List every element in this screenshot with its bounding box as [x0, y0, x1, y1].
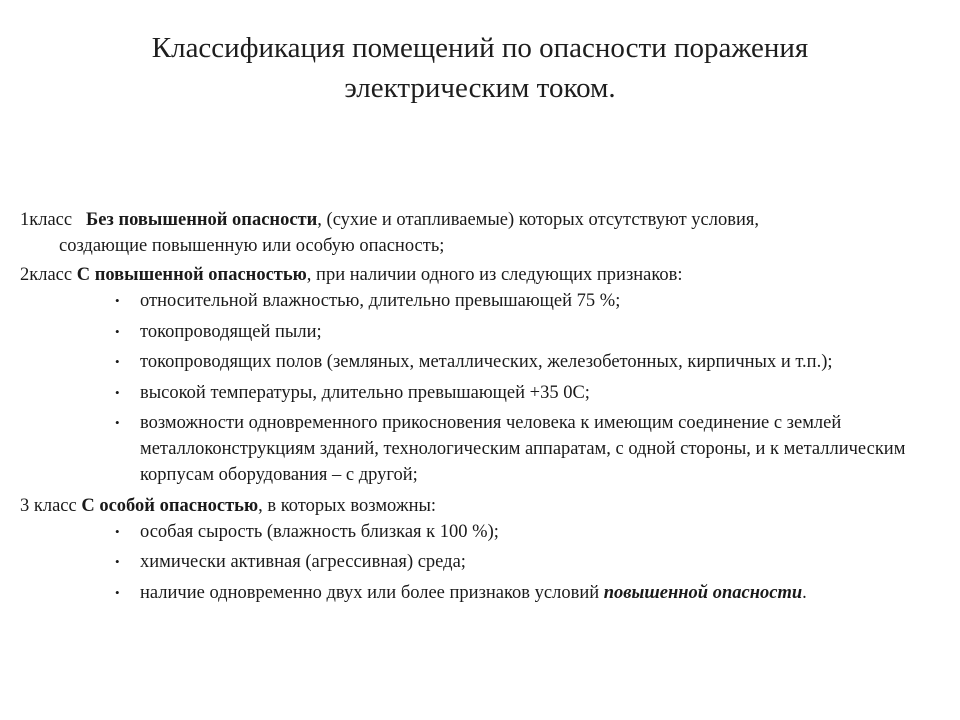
class-3-label: 3 класс — [20, 495, 82, 516]
list-item: • наличие одновременно двух или более признаков условий повышенной опасности. — [140, 580, 945, 606]
title-line-2: электрическим током. — [344, 72, 616, 104]
class-1-text: , (сухие и отапливаемые) которых отсутствуют условия, — [317, 210, 759, 230]
class-2-name: С повышенной опасностью — [76, 265, 307, 285]
list-item: • относительной влажностью, длительно превышающей 75 %; — [140, 288, 945, 314]
list-item: • токопроводящей пыли; — [140, 319, 945, 345]
emphasis-text: повышенной опасности — [603, 582, 803, 603]
class-3-paragraph — [20, 493, 945, 519]
slide-title — [0, 28, 960, 108]
class-1-name: Без повышенной опасности — [85, 210, 318, 230]
bullet-icon — [115, 580, 120, 606]
bullet-icon — [115, 349, 120, 375]
bullet-icon — [115, 410, 120, 436]
class-2-bullet-list — [20, 288, 945, 488]
bullet-icon — [115, 319, 120, 345]
class-3-bullet-list — [20, 519, 945, 606]
list-item: • возможности одновременного прикосновения человека к имеющим соединение с землей металлоконструкциям зданий, технологическим аппаратам, с одной стороны, и к металлическим корпусам оборудования – с другой; — [140, 410, 945, 488]
title-line-1: Классификация помещений по опасности поражения — [151, 32, 809, 64]
bullet-icon — [115, 549, 120, 575]
class-1-paragraph — [20, 207, 945, 259]
class-3-name: С особой опасностью — [81, 495, 259, 516]
bullet-icon — [115, 380, 120, 406]
class-2-paragraph — [20, 262, 945, 288]
class-3-text: , в которых возможны: — [258, 495, 437, 516]
bullet-icon — [115, 288, 120, 314]
bullet-icon — [115, 519, 120, 545]
class-2-text: , при наличии одного из следующих признаков: — [306, 265, 683, 285]
list-item: • высокой температуры, длительно превышающей +35 0С; — [140, 380, 945, 406]
slide-body — [20, 207, 945, 610]
list-item: • особая сырость (влажность близкая к 100 %); — [140, 519, 945, 545]
list-item: • химически активная (агрессивная) среда; — [140, 549, 945, 575]
class-1-continuation: создающие повышенную или особую опасность; — [59, 236, 445, 256]
class-1-label: 1класс — [20, 210, 77, 230]
list-item: • токопроводящих полов (земляных, металлических, железобетонных, кирпичных и т.п.); — [140, 349, 945, 375]
class-2-label: 2класс — [20, 265, 77, 285]
